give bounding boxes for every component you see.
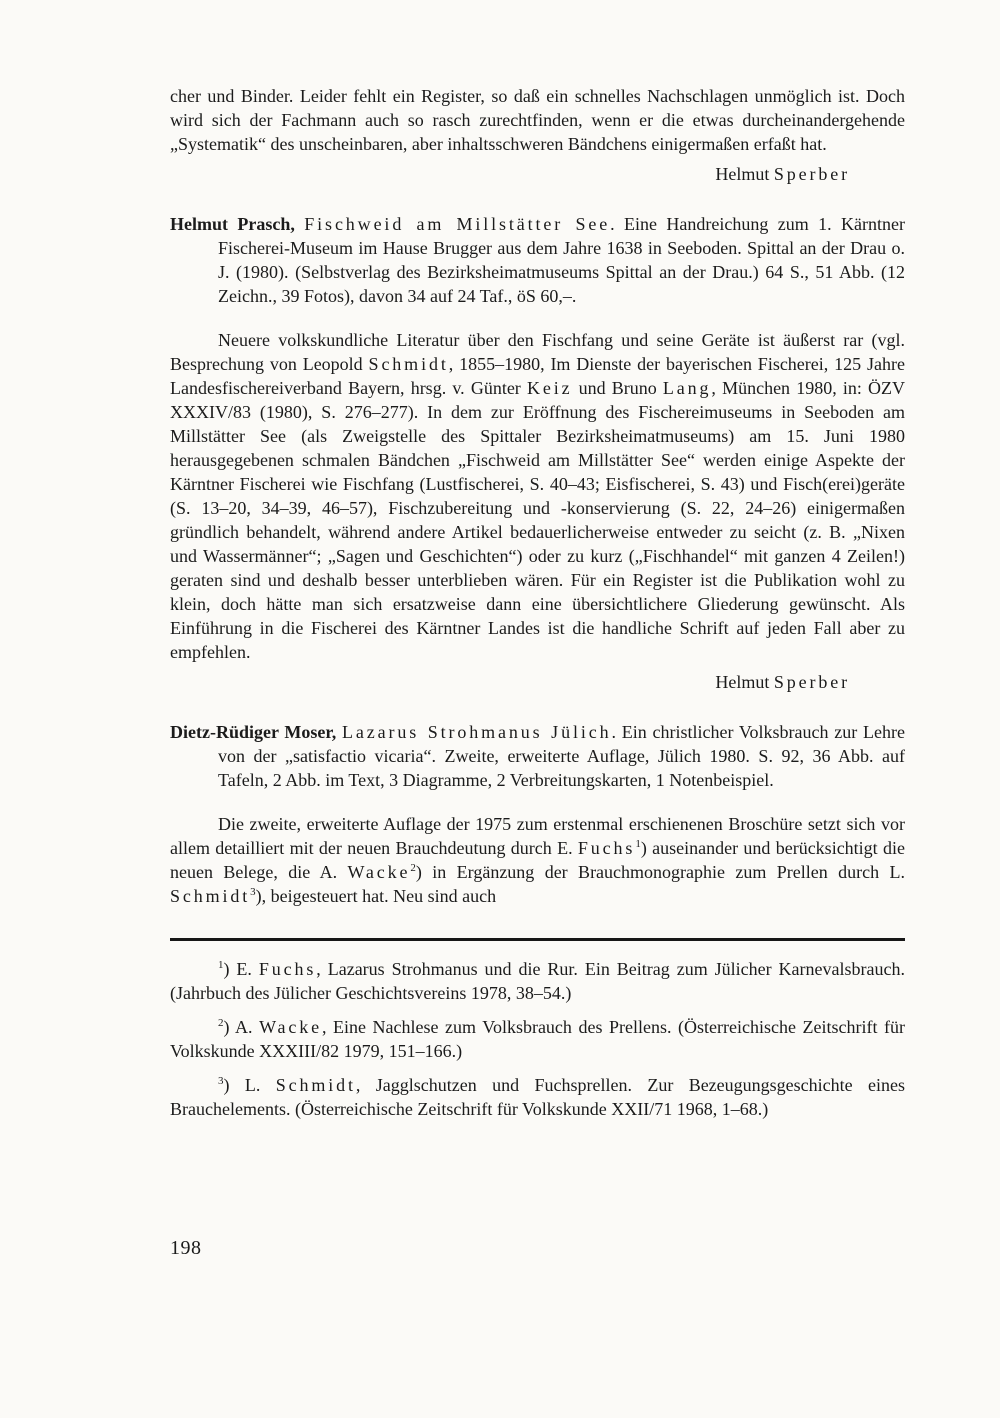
text-run: cher und Binder. Leider fehlt ein Register, so daß ein schnelles Nachschlagen unmöglich ist. Doch wird sich der Fachmann auch so rasch zurechtfinden, wenn er die etwas durcheinandergehende „Systematik“ des unscheinbaren, aber inhaltsschweren Bändchens einigermaßen erfaßt hat. (170, 86, 905, 154)
footnote-reference: 1 (635, 838, 641, 850)
person-name: Schmidt (368, 354, 449, 374)
person-name: Keiz (526, 378, 573, 398)
text-run: ) auseinander und berücksichtigt die neuen Belege, die A. (170, 838, 905, 882)
person-name: Fuchs (577, 838, 636, 858)
footnotes-section (170, 957, 905, 1121)
person-name: Lang (662, 378, 712, 398)
person-name: Schmidt (170, 886, 251, 906)
text-run: , 1855–1980, Im Dienste der bayerischen Fischerei, 125 Jahre Landesfischereiverband Bayern, hrsg. v. Günter (170, 354, 905, 398)
text-run: Helmut (715, 164, 774, 184)
footnote-2 (170, 1015, 905, 1063)
review-bibliographic-info: . Eine Handreichung zum 1. Kärntner Fischerei-Museum im Hause Brugger aus dem Jahre 1638 in Seeboden. Spittal an der Drau o. J. (1980). (Selbstverlag des Bezirksheimatmuseums Spittal an der Drau.) 64 S., 51 Abb. (12 Zeichn., 39 Fotos), davon 34 auf 24 Taf., öS 60,–. (218, 214, 905, 306)
text-run: ) E. (223, 959, 259, 979)
footnote-1 (170, 957, 905, 1005)
footnote-reference: 2 (410, 862, 416, 874)
text-run: Neuere volkskundliche Literatur über den Fischfang und seine Geräte ist äußerst rar (vgl. Besprechung von Leopold (170, 330, 905, 374)
text-run: , Jagglschutzen und Fuchsprellen. Zur Bezeugungsgeschichte eines Brauchelements. (Österreichische Zeitschrift für Volkskunde XXII/71 1968, 1–68.) (170, 1075, 905, 1119)
reviewer-signature (170, 670, 905, 694)
footnote-reference: 3 (250, 886, 256, 898)
text-run: Die zweite, erweiterte Auflage der 1975 zum erstenmal erschienenen Broschüre setzt sich vor allem detailliert mit der neuen Brauchdeutung durch E. (170, 814, 905, 858)
text-run: , München 1980, in: ÖZV XXXIV/83 (1980), S. 276–277). In dem zur Eröffnung des Fischereimuseums in Seeboden am Millstätter See (als Zweigstelle des Spittaler Bezirksheimatmuseums) am 15. Juni 1980 herausgegebenen schmalen Bändchen „Fischweid am Millstätter See“ werden einige Aspekte der Kärntner Fischerei wie Fischfang (Lustfischerei, S. 40–43; Eisfischerei, S. 43) und Fisch(erei)geräte (S. 13–20, 34–39, 46–57), Fischzubereitung und -konservierung (S. 22, 24–26) einigermaßen gründlich behandelt, während andere Artikel bedauerlicherweise entweder zu seicht (z. B. „Nixen und Wassermänner“; „Sagen und Geschichten“) oder zu kurz („Fischhandel“ mit ganzen 4 Zeilen!) geraten sind und deshalb besser unterblieben wären. Für ein Register ist die Publikation wohl zu klein, doch hätte man sich ersatzweise dann eine übersichtlichere Gliederung gewünscht. Als Einführung in die Fischerei des Kärntner Landes ist die handliche Schrift auf jeden Fall aber zu empfehlen. (170, 378, 905, 662)
person-name: Fuchs (258, 959, 317, 979)
review-body-prasch (170, 328, 905, 664)
review-book-title: Lazarus Strohmanus Jülich (341, 722, 612, 742)
page-number: 198 (170, 1237, 202, 1259)
text-run: , Lazarus Strohmanus und die Rur. Ein Beitrag zum Jülicher Karnevalsbrauch. (Jahrbuch des Jülicher Geschichtsvereins 1978, 38–54.) (170, 959, 905, 1003)
footnote-separator (170, 938, 905, 941)
review-heading-prasch (170, 212, 905, 308)
text-run: Helmut (715, 672, 774, 692)
review-body-moser (170, 812, 905, 908)
review-tail-paragraph (170, 84, 905, 156)
footnote-marker: 1 (218, 959, 224, 971)
reviewer-signature (170, 162, 905, 186)
text-run: ) in Ergänzung der Brauchmonographie zum Prellen durch L. (415, 862, 905, 882)
text-run: ), beigesteuert hat. Neu sind auch (255, 886, 497, 906)
person-name: Wacke (347, 862, 411, 882)
review-author-name: Helmut Prasch, (170, 214, 305, 234)
review-bibliographic-info: . Ein christlicher Volksbrauch zur Lehre von der „satisfactio vicaria“. Zweite, erweiterte Auflage, Jülich 1980. S. 92, 36 Abb. auf Tafeln, 2 Abb. im Text, 3 Diagramme, 2 Verbreitungskarten, 1 Notenbeispiel. (218, 722, 905, 790)
person-name: Wacke (259, 1017, 322, 1037)
person-name: Schmidt (275, 1075, 356, 1095)
footnote-3 (170, 1073, 905, 1121)
reviewer-name: Sperber (773, 164, 850, 184)
footnote-marker: 2 (218, 1017, 224, 1029)
review-heading-moser (170, 720, 905, 792)
text-run: und Bruno (572, 378, 663, 398)
reviewer-name: Sperber (773, 672, 850, 692)
footnote-marker: 3 (218, 1075, 224, 1087)
review-book-title: Fischweid am Millstätter See (304, 214, 611, 234)
text-run: ) L. (223, 1075, 276, 1095)
text-run: , Eine Nachlese zum Volksbrauch des Prellens. (Österreichische Zeitschrift für Volkskunde XXXIII/82 1979, 151–166.) (170, 1017, 905, 1061)
text-run: ) A. (223, 1017, 260, 1037)
review-author-name: Dietz-Rüdiger Moser, (170, 722, 342, 742)
